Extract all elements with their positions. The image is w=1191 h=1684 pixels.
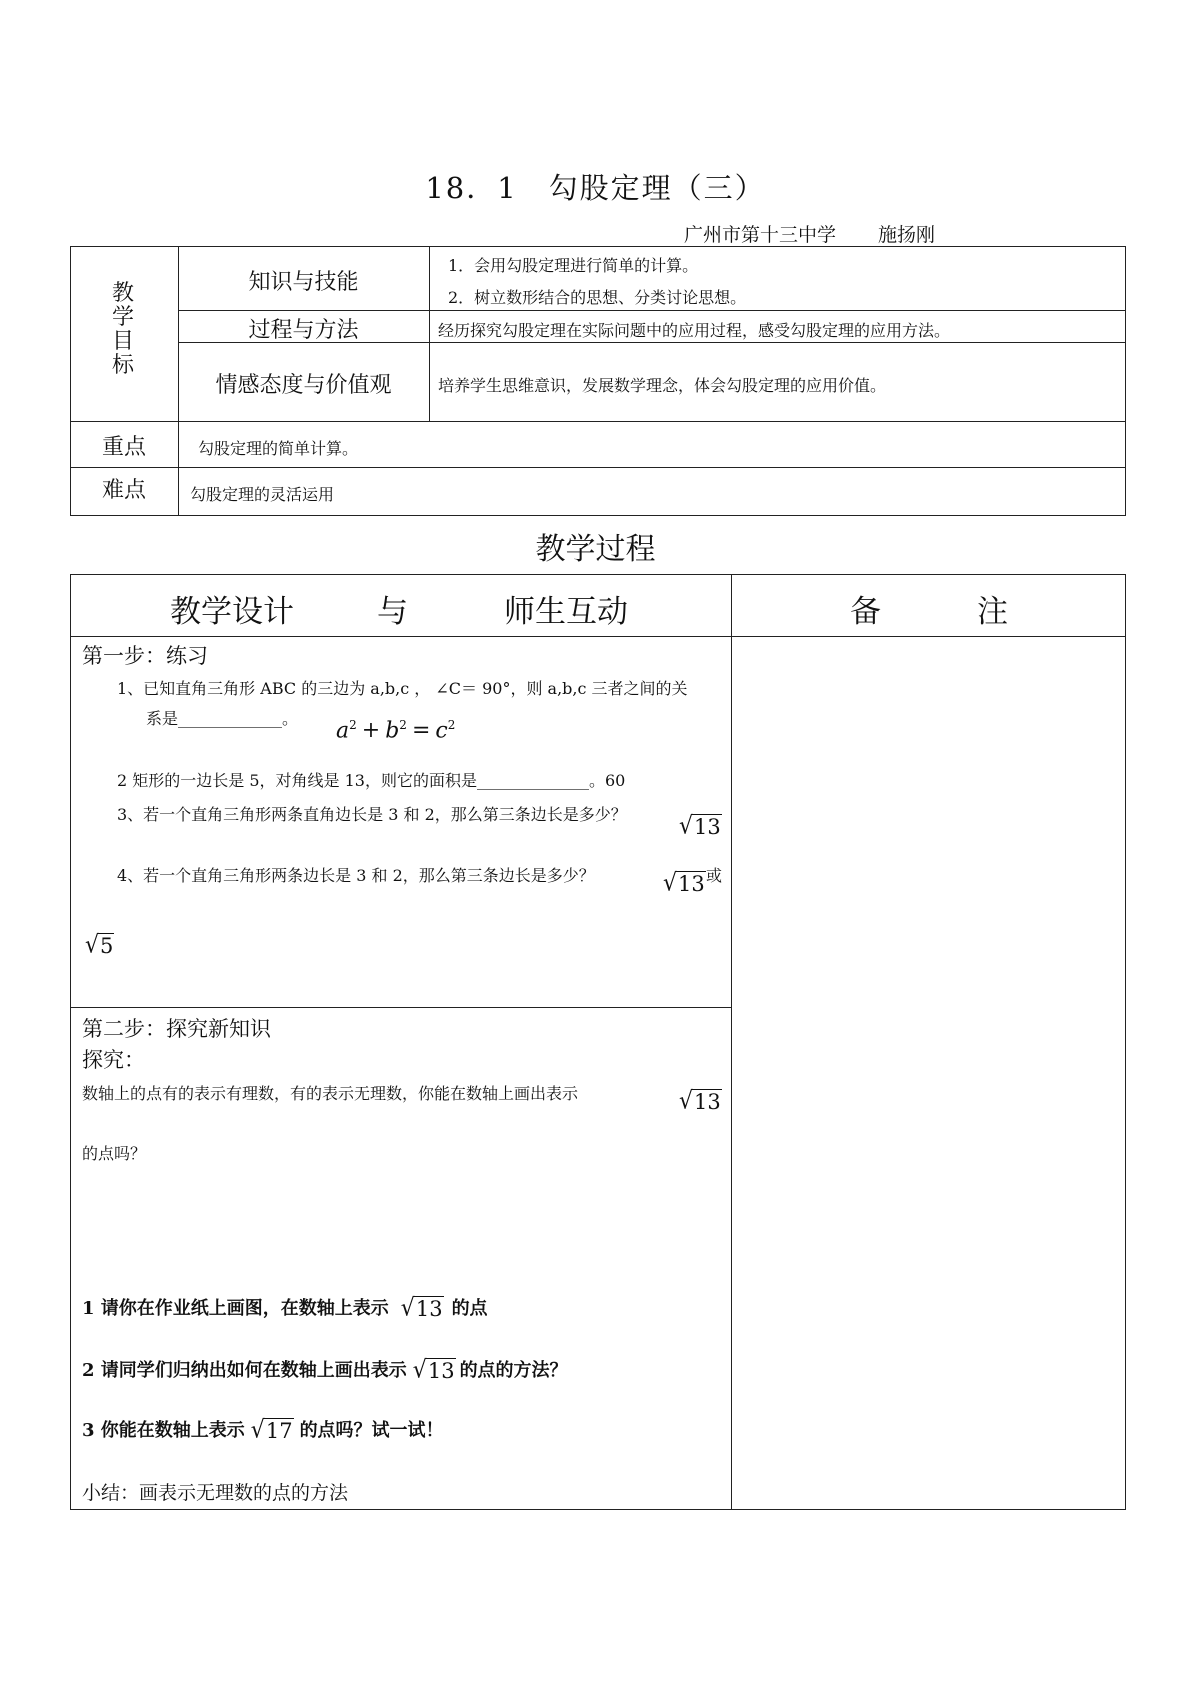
key-point-text: 勾股定理的简单计算。 [198,439,359,458]
task3-text: 3 你能在数轴上表示 [82,1420,245,1441]
teacher-name: 施扬刚 [878,224,936,246]
sqrt-icon: √ [679,812,694,841]
task2-tail: 的点的方法？ [459,1360,568,1381]
author-line [684,220,935,247]
task2: 2 请同学们归纳出如何在数轴上画出表示 √ 13 的点的方法？ [82,1356,568,1385]
q4-or: 或 [706,866,723,885]
summary: 小结：画表示无理数的点的方法 [82,1482,349,1504]
q1-line1: 1、已知直角三角形 ABC 的三边为 a,b,c ， ∠C＝ 90°，则 a,b,c 三者之间的关 [117,679,688,698]
process-label: 过程与方法 [248,318,359,343]
header-notes-2: 注 [977,594,1008,630]
difficulty-label: 难点 [101,478,146,503]
q3: 3、若一个直角三角形两条直角边长是 3 和 2，那么第三条边长是多少？ [117,805,627,824]
explore-label: 探究： [82,1048,145,1072]
q2: 2 矩形的一边长是 5，对角线是 13，则它的面积是______________。60 [117,771,626,790]
attitude-label: 情感态度与价值观 [215,373,392,398]
sqrt-icon: √ [679,1087,694,1116]
step1-title: 第一步：练习 [82,644,208,668]
header-notes-1: 备 [850,594,881,630]
attitude-text: 培养学生思维意识，发展数学理念，体会勾股定理的应用价值。 [438,376,887,395]
header-design: 教学设计 [170,594,294,630]
sqrt-icon: √ [400,1294,415,1323]
q1-answer-formula: $a^2 + b^2 = c^2$ [336,718,456,744]
sqrt-icon: √ [250,1416,265,1445]
q4-answer-2: √ 5 [85,931,114,960]
school-name: 广州市第十三中学 [684,224,837,246]
header-and: 与 [377,594,408,630]
explore-tail: 的点吗？ [82,1144,147,1163]
page-title: 18．1 勾股定理（三） [425,171,766,205]
q4: 4、若一个直角三角形两条边长是 3 和 2，那么第三条边长是多少？ [117,866,595,885]
knowledge-label: 知识与技能 [248,270,359,295]
explore-radical: √ 13 [679,1087,721,1116]
task1-text: 1 请你在作业纸上画图，在数轴上表示 [82,1298,389,1319]
task1: 1 请你在作业纸上画图，在数轴上表示 √ 13 的点 [82,1294,488,1323]
knowledge-item: 1．会用勾股定理进行简单的计算。 [448,256,699,275]
sqrt-icon: √ [663,869,678,898]
process-text: 经历探究勾股定理在实际问题中的应用过程，感受勾股定理的应用方法。 [438,321,951,340]
q4-answer: √ 13 [663,869,705,898]
difficulty-text: 勾股定理的灵活运用 [190,485,335,504]
task1-tail: 的点 [451,1298,488,1319]
objectives-section-label: 教 学 目 标 [111,281,134,378]
task2-text: 2 请同学们归纳出如何在数轴上画出表示 [82,1360,407,1381]
explore-text: 数轴上的点有的表示有理数，有的表示无理数，你能在数轴上画出表示 [82,1084,579,1103]
step2-title: 第二步：探究新知识 [82,1017,271,1041]
process-heading: 教学过程 [535,532,656,567]
q3-answer: √ 13 [679,812,721,841]
task3: 3 你能在数轴上表示 √ 17 的点吗？试一试！ [82,1416,444,1445]
q1-line2: 系是_____________。 [146,709,299,728]
key-point-label: 重点 [101,435,146,460]
sqrt-icon: √ [412,1356,427,1385]
header-interaction: 师生互动 [504,594,628,630]
sqrt-icon: √ [85,931,100,960]
knowledge-item: 2．树立数形结合的思想、分类讨论思想。 [448,288,747,307]
task3-tail: 的点吗？试一试！ [299,1420,444,1441]
